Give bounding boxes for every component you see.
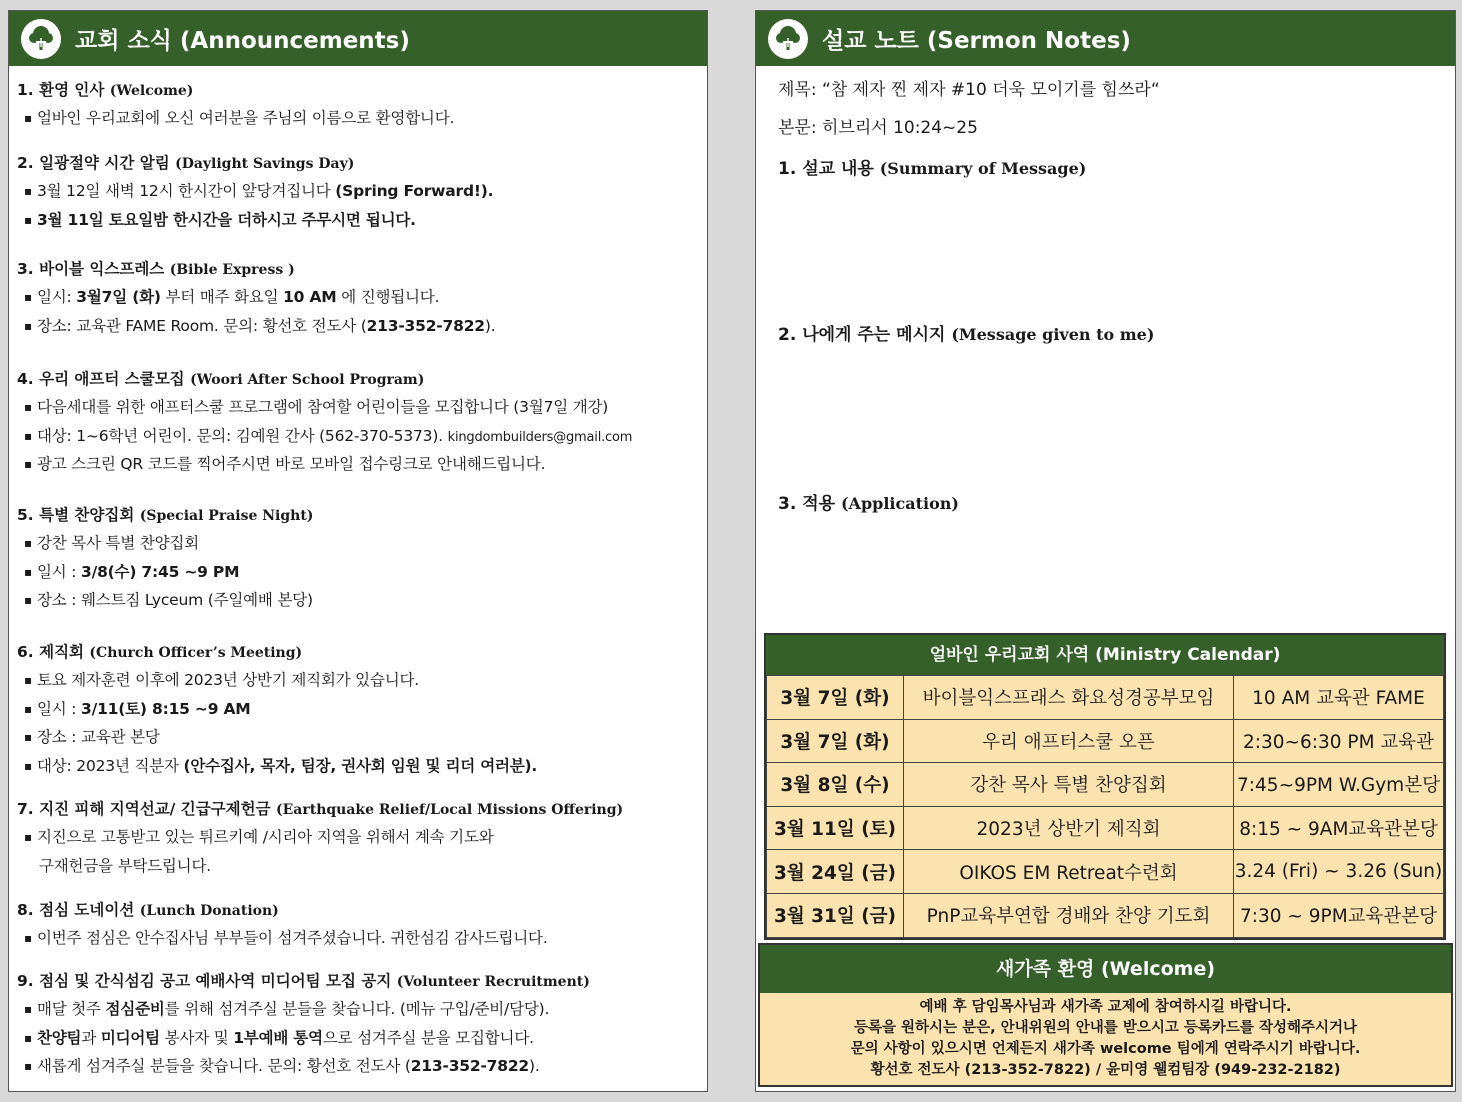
section-title-ko: 점심 도네이션 [39,901,135,919]
announcement-section [17,795,699,880]
announcements-panel [8,10,708,1092]
calendar-date: 3월 8일 (수) [767,763,904,807]
announcement-section [17,149,699,234]
new-family-welcome [758,943,1453,1087]
message-heading-ko: 2. 나에게 주는 메시지 [778,325,946,345]
calendar-event: PnP교육부연합 경배와 찬양 기도회 [904,893,1234,937]
item-text: 장소 : 웨스트짐 Lyceum (주일예배 본당) [37,591,313,609]
item-bold-text: 찬양팀 [37,1028,82,1047]
section-title-ko: 환영 인사 [39,81,105,99]
announcement-section [17,76,699,133]
tree-logo-icon [21,19,61,59]
section-title-en: (Daylight Savings Day) [175,156,355,172]
item-text: 으로 섬겨주실 분을 모집합니다. [322,1028,534,1047]
item-email: kingdombuilders@gmail.com [447,429,633,445]
section-number: 7. [17,800,34,818]
list-item [17,1024,699,1053]
item-bold-text: 10 AM [283,288,337,306]
item-bold-text: 점심준비 [105,1000,165,1018]
calendar-table [766,675,1444,938]
item-bold-text: 3/11(토) 8:15 ~9 AM [81,699,251,718]
list-item [17,1052,699,1081]
section-title [17,255,699,283]
item-text: 지진으로 고통받고 있는 튀르키예 /시리아 지역을 위해서 계속 기도와 [37,828,494,846]
item-bold-text: 3/8(수) 7:45 ~9 PM [81,562,240,581]
item-bold-text: 1부예배 통역 [233,1028,323,1047]
section-title [17,149,699,177]
section-title-ko: 특별 찬양집회 [39,506,135,524]
list-item [17,206,699,235]
announcement-section [17,365,699,479]
table-row [767,893,1444,937]
calendar-event: 2023년 상반기 제직회 [904,806,1234,850]
table-row [767,676,1444,720]
section-title [17,967,699,995]
section-number: 3. [17,260,34,278]
section-title-en: (Volunteer Recruitment) [396,974,590,990]
calendar-header: 얼바인 우리교회 사역 (Ministry Calendar) [766,635,1444,675]
calendar-date: 3월 7일 (화) [767,719,904,763]
calendar-date: 3월 11일 (토) [767,806,904,850]
section-title-en: (Lunch Donation) [139,903,279,919]
table-row [767,850,1444,894]
section-title [17,795,699,823]
item-text: 를 위해 섬겨주실 분들을 찾습니다. (메뉴 구입/준비/담당). [164,1000,550,1018]
item-text: 장소 : 교육관 본당 [37,728,160,746]
item-text: 대상: 2023년 직분자 [37,756,184,775]
sermon-message-heading [778,320,1154,345]
section-title-en: (Bible Express ) [169,262,295,278]
item-text: 일시 : [37,699,82,718]
calendar-time: 3.24 (Fri) ~ 3.26 (Sun) [1234,850,1444,894]
item-bold-text: 3월7일 (화) [76,288,161,306]
list-item [17,852,699,881]
section-title-ko: 일광절약 시간 알림 [39,154,170,172]
sermon-application-heading [778,489,959,514]
section-title-en: (Welcome) [109,83,194,99]
welcome-header: 새가족 환영 (Welcome) [760,945,1451,993]
welcome-line: 등록을 원하시는 분은, 안내위원의 안내를 받으시고 등록카드를 작성해주시거나 [853,1020,1358,1036]
item-text: 강찬 목사 특별 찬양집회 [37,534,199,552]
announcement-section [17,638,699,780]
calendar-time: 7:45~9PM W.Gym본당 [1234,763,1444,807]
item-text: 광고 스크린 QR 코드를 찍어주시면 바로 모바일 접수링크로 안내해드립니다. [37,455,546,473]
section-title-ko: 제직회 [39,643,85,661]
application-heading-ko: 3. 적용 [778,494,836,514]
table-row [767,806,1444,850]
item-bold-text: 213-352-7822 [366,316,485,335]
calendar-time: 7:30 ~ 9PM교육관본당 [1234,893,1444,937]
announcement-section [17,967,699,1081]
item-text: 다음세대를 위한 애프터스쿨 프로그램에 참여할 어린이들을 모집합니다 (3월7일 개강) [37,398,609,416]
sermon-scripture: 본문: 히브리서 10:24~25 [778,118,978,138]
list-item [17,312,699,341]
item-text: 토요 제자훈련 이후에 2023년 상반기 제직회가 있습니다. [37,671,419,689]
calendar-event: 바이블익스프래스 화요성경공부모임 [904,676,1234,720]
item-text: 에 진행됩니다. [336,288,440,306]
list-item [17,422,699,451]
item-text: 구재헌금을 부탁드립니다. [39,856,211,875]
calendar-date: 3월 24일 (금) [767,850,904,894]
sermon-title: 설교 노트 (Sermon Notes) [822,28,1131,54]
item-text: 얼바인 우리교회에 오신 여러분을 주님의 이름으로 환영합니다. [37,109,455,127]
list-item [17,586,699,615]
welcome-line: 문의 사항이 있으시면 언제든지 새가족 welcome 팀에게 연락주시기 바랍니다. [850,1041,1361,1057]
section-title-ko: 바이블 익스프레스 [39,260,165,278]
calendar-time: 2:30~6:30 PM 교육관 [1234,719,1444,763]
section-title-ko: 지진 피해 지역선교/ 긴급구제헌금 [39,800,271,818]
summary-heading-en: (Summary of Message) [879,159,1087,178]
sermon-panel [755,10,1456,1092]
section-number: 9. [17,972,34,990]
section-number: 8. [17,901,34,919]
sermon-subject: 제목: “참 제자 찐 제자 #10 더욱 모이기를 힘쓰라“ [778,80,1160,100]
section-title [17,501,699,529]
item-bold-text: 3월 11일 토요일밤 한시간을 더하시고 주무시면 됩니다. [37,210,416,229]
section-title-ko: 우리 애프터 스쿨모집 [39,370,185,388]
item-text: 3월 12일 새벽 12시 한시간이 앞당겨집니다 [37,182,336,200]
list-item [17,104,699,133]
section-number: 5. [17,506,34,524]
item-text: 일시: [37,288,77,306]
list-item [17,823,699,852]
item-text: 매달 첫주 [37,1000,106,1018]
welcome-body [760,993,1451,1085]
item-text: 부터 매주 화요일 [160,288,284,306]
calendar-time: 10 AM 교육관 FAME [1234,676,1444,720]
welcome-line: 황선호 전도사 (213-352-7822) / 윤미영 웰컴팀장 (949-232-2182) [870,1062,1341,1078]
item-text: 봉사자 및 [159,1028,234,1047]
section-title-en: (Church Officer’s Meeting) [89,645,303,661]
item-text: ). [484,316,496,335]
list-item [17,924,699,953]
section-number: 1. [17,81,34,99]
section-number: 4. [17,370,34,388]
announcement-section [17,501,699,615]
application-heading-en: (Application) [840,494,959,513]
section-title-en: (Earthquake Relief/Local Missions Offering) [275,802,624,818]
message-heading-en: (Message given to me) [951,325,1155,344]
item-bold-text: 미디어팀 [100,1028,160,1047]
calendar-event: 우리 애프터스쿨 오픈 [904,719,1234,763]
welcome-line: 예배 후 담임목사님과 새가족 교제에 참여하시길 바랍니다. [919,999,1292,1015]
calendar-date: 3월 7일 (화) [767,676,904,720]
announcements-title: 교회 소식 (Announcements) [75,28,410,54]
item-text: 장소: 교육관 FAME Room. 문의: 황선호 전도사 ( [37,316,367,335]
section-title [17,638,699,666]
section-title-en: (Woori After School Program) [190,372,425,388]
ministry-calendar [764,633,1446,940]
item-bold-text: 213-352-7822 [410,1057,530,1075]
section-title [17,896,699,924]
list-item [17,283,699,312]
list-item [17,752,699,781]
section-title-en: (Special Praise Night) [139,508,314,524]
announcement-section [17,896,699,953]
calendar-date: 3월 31일 (금) [767,893,904,937]
calendar-event: 강찬 목사 특별 찬양집회 [904,763,1234,807]
sermon-header [756,11,1455,66]
list-item [17,393,699,422]
section-number: 2. [17,154,34,172]
item-text: 새롭게 섬겨주실 분들을 찾습니다. 문의: 황선호 전도사 ( [37,1057,411,1075]
announcements-header [9,11,707,66]
item-bold-text: (안수집사, 목자, 팀장, 권사회 임원 및 리더 여러분). [183,756,538,775]
calendar-event: OIKOS EM Retreat수련회 [904,850,1234,894]
item-text: 과 [81,1028,101,1047]
item-text: 이번주 점심은 안수집사님 부부들이 섬겨주셨습니다. 귀한섬김 감사드립니다. [37,929,548,947]
section-title [17,76,699,104]
list-item [17,529,699,558]
item-text: ). [529,1057,540,1075]
list-item [17,450,699,479]
section-title-ko: 점심 및 간식섬김 공고 예배사역 미디어팀 모집 공지 [39,972,392,990]
announcement-section [17,255,699,340]
table-row [767,719,1444,763]
tree-logo-icon [768,19,808,59]
section-number: 6. [17,643,34,661]
summary-heading-ko: 1. 설교 내용 [778,159,874,179]
section-title [17,365,699,393]
item-text: 일시 : [37,562,82,581]
item-text: 대상: 1~6학년 어린이. 문의: 김예원 간사 (562-370-5373). [37,426,448,445]
list-item [17,995,699,1024]
list-item [17,666,699,695]
list-item [17,558,699,587]
list-item [17,177,699,206]
item-bold-text: (Spring Forward!). [335,182,494,200]
list-item [17,695,699,724]
table-row [767,763,1444,807]
calendar-time: 8:15 ~ 9AM교육관본당 [1234,806,1444,850]
sermon-summary-heading [778,154,1086,179]
list-item [17,723,699,752]
